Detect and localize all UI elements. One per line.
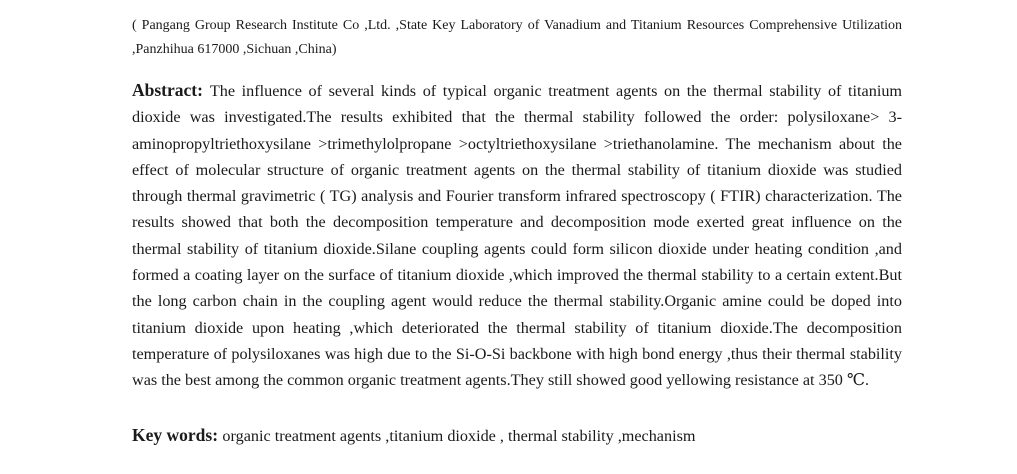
abstract-label: Abstract: xyxy=(132,80,210,100)
keywords-text: organic treatment agents ,titanium dioxide , thermal stability ,mechanism xyxy=(222,427,696,445)
author-affiliation: ( Pangang Group Research Institute Co ,Ltd. ,State Key Laboratory of Vanadium and Titanium Resources Comprehensive Utilization ,Panzhihua 617000 ,Sichuan ,China) xyxy=(132,18,902,57)
keywords-line xyxy=(132,422,902,449)
abstract-paragraph xyxy=(132,77,902,394)
keywords-label: Key words: xyxy=(132,425,223,445)
abstract-text: The influence of several kinds of typical organic treatment agents on the thermal stability of titanium dioxide was investigated.The results exhibited that the thermal stability followed the order: polysiloxane> 3-aminopropyltriethoxysilane >trimethylolpropane >octyltriethoxysilane >triethanolamine. The mechanism about the effect of molecular structure of organic treatment agents on the thermal stability of titanium dioxide was studied through thermal gravimetric ( TG) analysis and Fourier transform infrared spectroscopy ( FTIR) characterization. The results showed that both the decomposition temperature and decomposition mode exerted great influence on the thermal stability of titanium dioxide.Silane coupling agents could form silicon dioxide under heating condition ,and formed a coating layer on the surface of titanium dioxide ,which improved the thermal stability to a certain extent.But the long carbon chain in the coupling agent would reduce the thermal stability.Organic amine could be doped into titanium dioxide upon heating ,which deteriorated the thermal stability of titanium dioxide.The decomposition temperature of polysiloxanes was high due to the Si-O-Si backbone with high bond energy ,thus their thermal stability was the best among the common organic treatment agents.They still showed good yellowing resistance at 350 ℃. xyxy=(132,82,902,390)
